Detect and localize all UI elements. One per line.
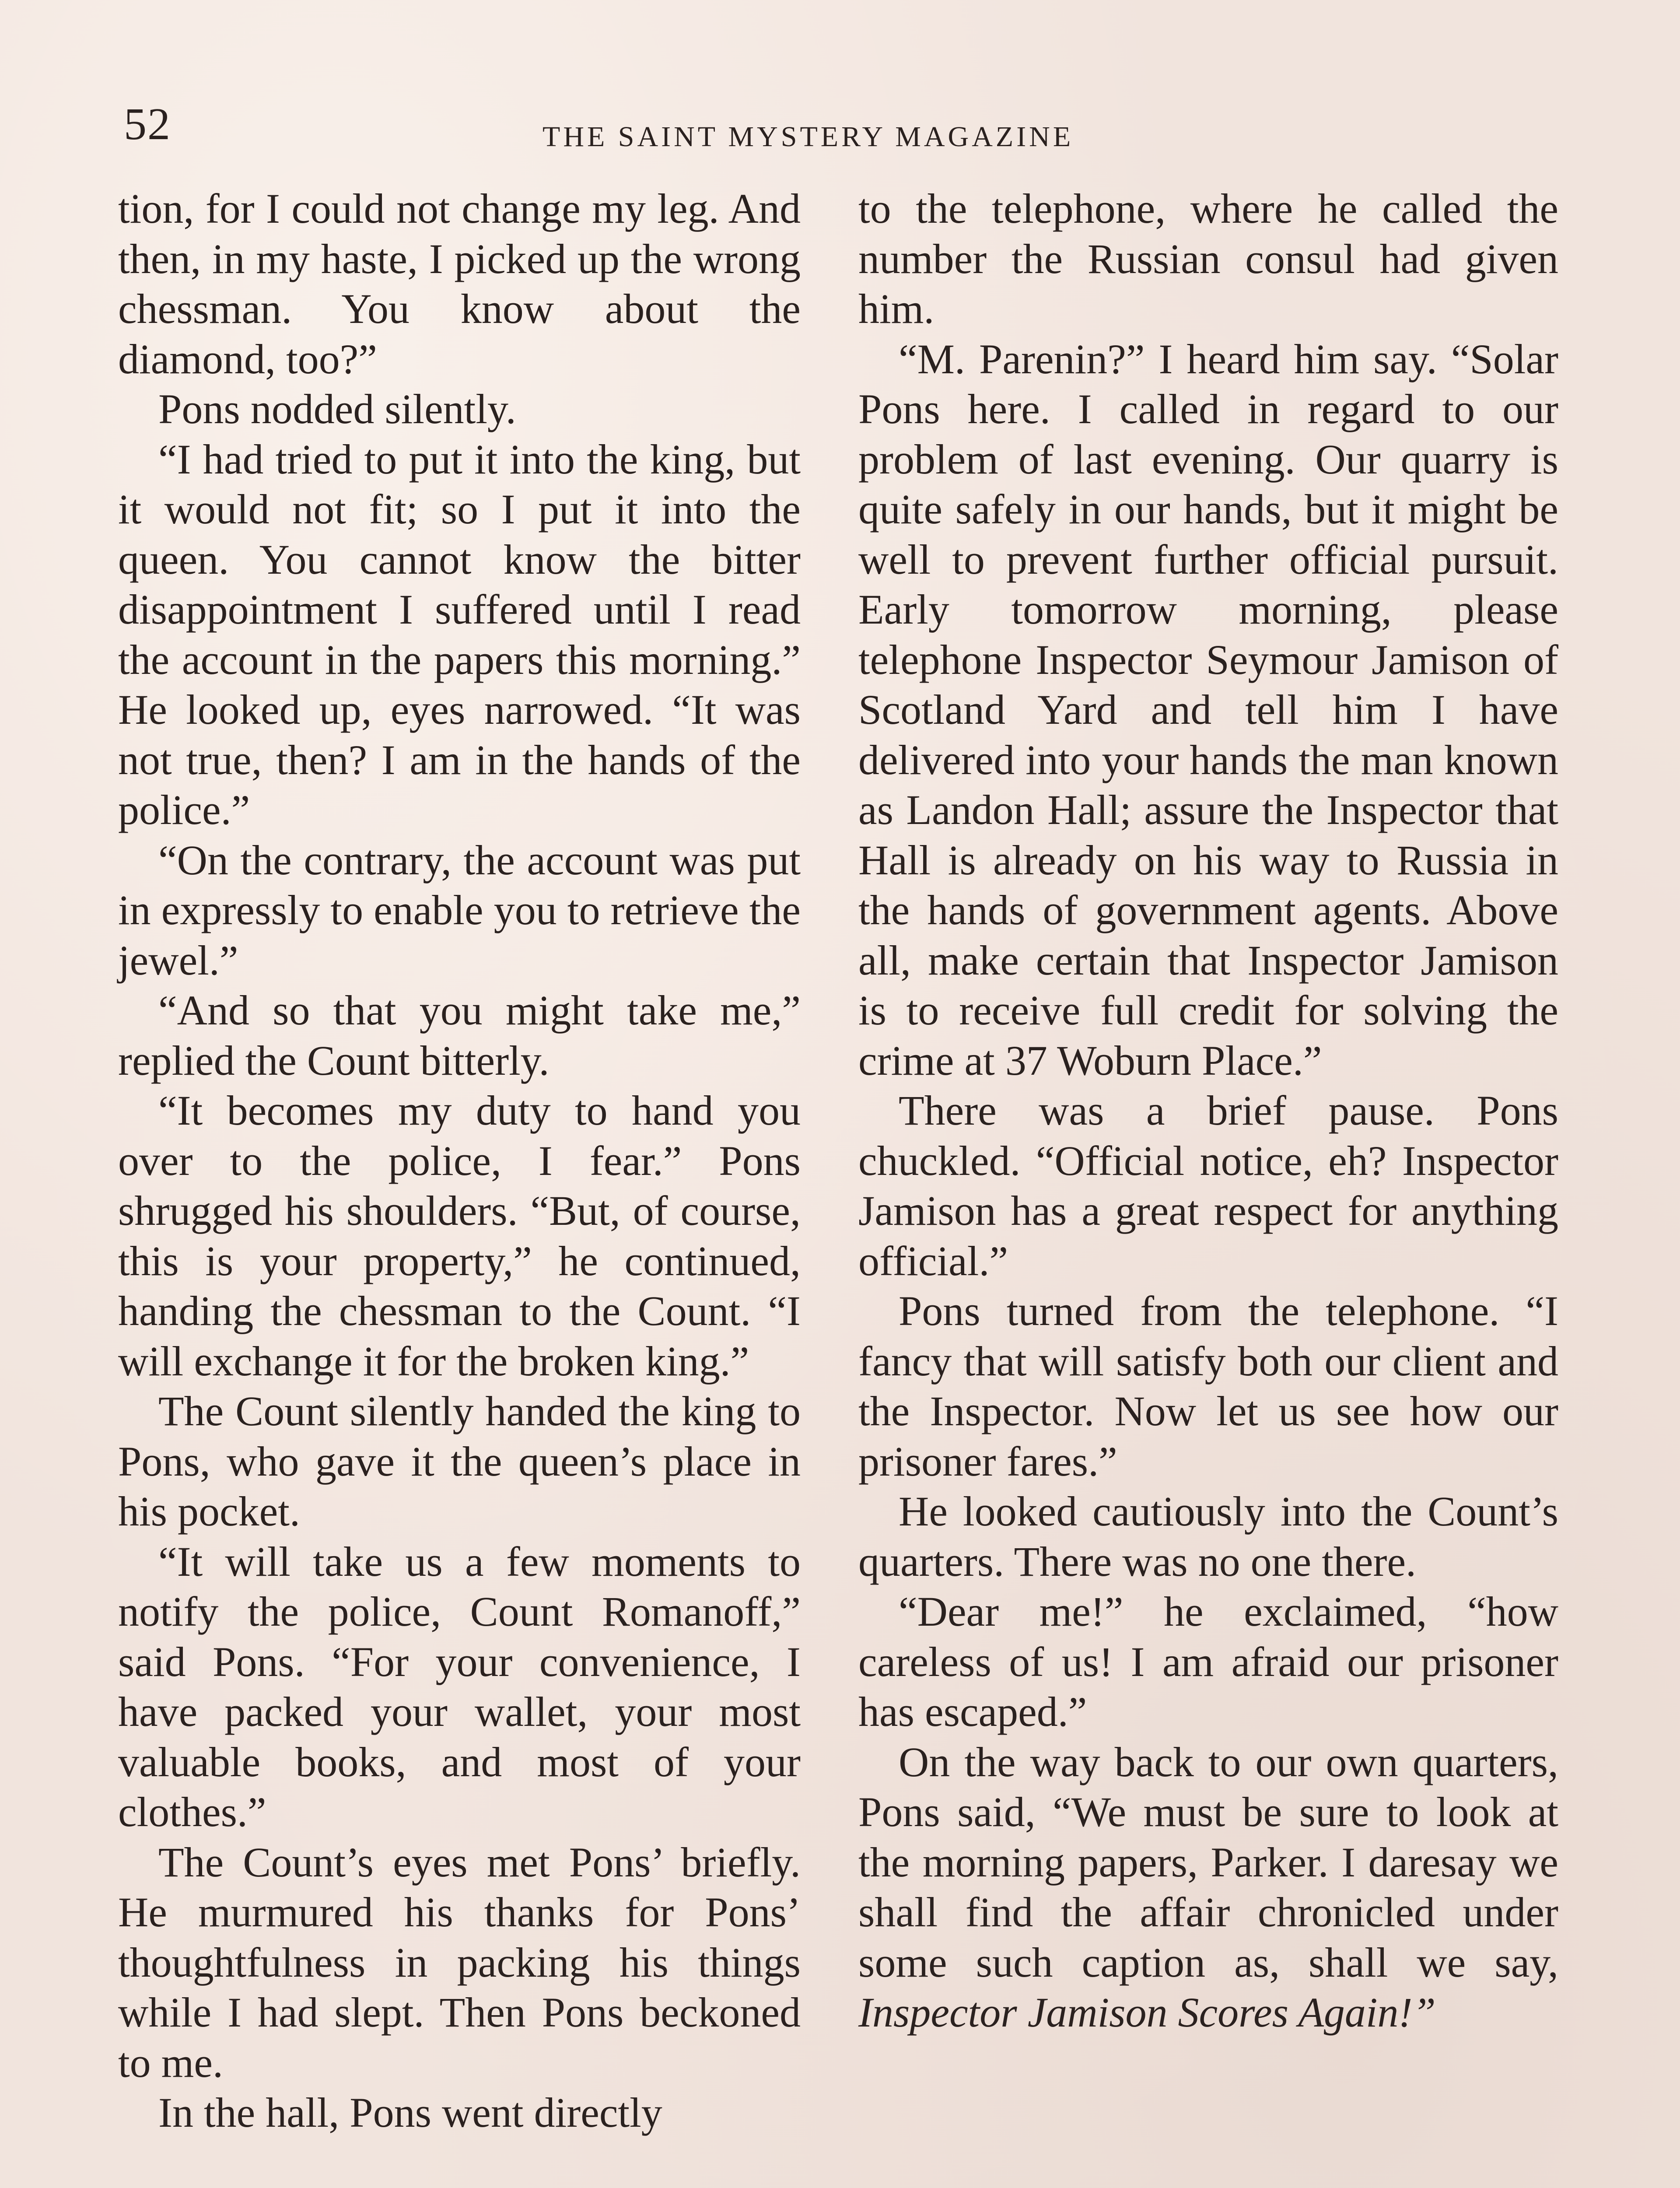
paragraph: He looked cautiously into the Count’s quarters. There was no one there. <box>858 1488 1558 1585</box>
paragraph: The Count’s eyes met Pons’ briefly. He murmured his thanks for Pons’ thoughtfulness in packing his things while I had slept. Then Pons beckoned to me. <box>118 1838 801 2086</box>
paragraph: Pons nodded silently. <box>158 386 516 432</box>
paragraph: “It becomes my duty to hand you over to the police, I fear.” Pons shrugged his shoulders. “But, of course, this is your property,” he continued, handing the chessman to the Count. “I will exchange it for the broken king.” <box>118 1087 801 1385</box>
paragraph: to the telephone, where he called the number the Russian consul had given him. <box>858 185 1558 332</box>
paragraph: “M. Parenin?” I heard him say. “Solar Pons here. I called in regard to our problem of last evening. Our quarry is quite safely in our hands, but it might be well to prevent further official pursuit. Early tomorrow morning, please telephone Inspector Seymour Jamison of Scotland Yard and tell him I have delivered into your hands the man known as Landon Hall; assure the Inspector that Hall is already on his way to Russia in the hands of government agents. Above all, make certain that Inspector Jamison is to receive full credit for solving the crime at 37 Woburn Place.” <box>858 335 1558 1084</box>
page-number: 52 <box>124 99 171 149</box>
paragraph: tion, for I could not change my leg. And then, in my haste, I picked up the wrong chessman. You know about the diamond, too?” <box>118 185 801 382</box>
paragraph: Pons turned from the telephone. “I fancy that will satisfy both our client and the Inspector. Now let us see how our prisoner fares.” <box>858 1287 1558 1485</box>
paragraph: “It will take us a few moments to notify the police, Count Romanoff,” said Pons. “For your convenience, I have packed your wallet, your most valuable books, and most of your clothes.” <box>118 1538 801 1835</box>
italic-headline: Inspector Jamison Scores Again!” <box>858 1989 1436 2036</box>
left-column <box>118 184 801 2138</box>
paragraph: In the hall, Pons went directly <box>158 2089 662 2136</box>
final-paragraph-text: On the way back to our own quarters, Pons said, “We must be sure to look at the morning papers, Parker. I daresay we shall find the affair chronicled under some such caption as, shall we say, <box>858 1738 1558 1986</box>
paragraph: “And so that you might take me,” replied the Count bitterly. <box>118 987 801 1084</box>
right-column <box>858 184 1558 2038</box>
paragraph: “On the contrary, the account was put in expressly to enable you to retrieve the jewel.” <box>118 836 801 984</box>
paragraph: There was a brief pause. Pons chuckled. “Official notice, eh? Inspector Jamison has a great respect for anything official.” <box>858 1087 1558 1284</box>
running-title: THE SAINT MYSTERY MAGAZINE <box>542 121 1074 153</box>
paragraph: “Dear me!” he exclaimed, “how careless of us! I am afraid our prisoner has escaped.” <box>858 1588 1558 1735</box>
final-paragraph <box>858 1737 1558 2038</box>
paragraph: The Count silently handed the king to Pons, who gave it the queen’s place in his pocket. <box>118 1388 801 1535</box>
paragraph: “I had tried to put it into the king, but it would not fit; so I put it into the queen. You cannot know the bitter disappointment I suffered until I read the account in the papers this morning.” He looked up, eyes narrowed. “It was not true, then? I am in the hands of the police.” <box>118 435 801 833</box>
